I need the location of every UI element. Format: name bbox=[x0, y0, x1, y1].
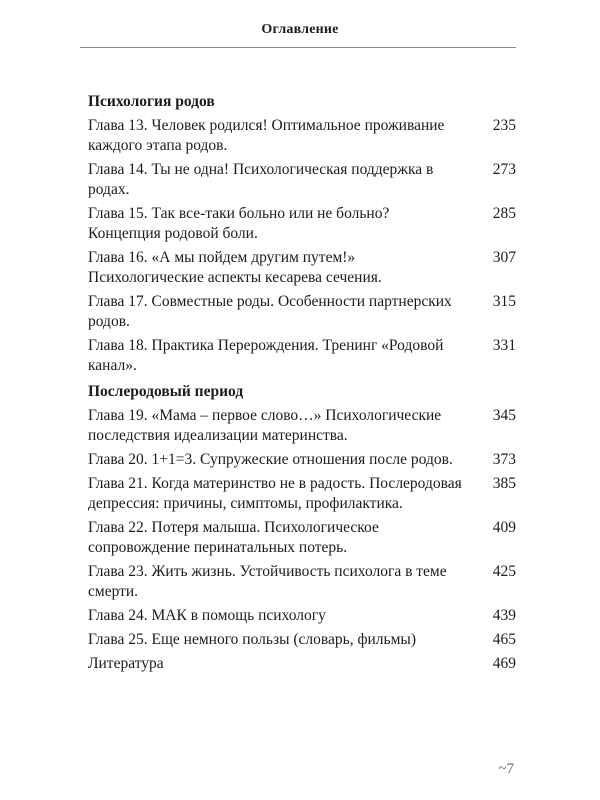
toc-entry bbox=[88, 204, 516, 244]
entry-title: Глава 19. «Мама – первое слово…» Психологические последствия идеализации материнства. bbox=[88, 407, 442, 444]
entry-title: Глава 13. Человек родился! Оптимальное проживание каждого этапа родов. bbox=[88, 117, 445, 154]
toc-entry bbox=[88, 474, 516, 514]
entry-page-number: 315 bbox=[492, 293, 516, 310]
toc-entry bbox=[88, 406, 516, 446]
entry-title: Глава 14. Ты не одна! Психологическая поддержка в родах. bbox=[88, 161, 434, 198]
table-of-contents bbox=[88, 92, 516, 678]
entry-page-number: 285 bbox=[492, 205, 516, 222]
page-number-folio: ~7 bbox=[498, 761, 514, 777]
entry-title: Глава 20. 1+1=3. Супружеские отношения после родов. bbox=[88, 451, 453, 468]
toc-entry bbox=[88, 562, 516, 602]
toc-entry bbox=[88, 606, 516, 626]
entry-page-number: 465 bbox=[492, 631, 516, 648]
entry-title: Глава 18. Практика Перерождения. Тренинг «Родовой канал». bbox=[88, 337, 444, 374]
toc-entry bbox=[88, 160, 516, 200]
entry-page-number: 409 bbox=[492, 519, 516, 536]
toc-entry bbox=[88, 518, 516, 558]
toc-entry bbox=[88, 292, 516, 332]
entry-page-number: 235 bbox=[492, 117, 516, 134]
entry-page-number: 373 bbox=[492, 451, 516, 468]
entry-title: Глава 22. Потеря малыша. Психологическое сопровождение перинатальных потерь. bbox=[88, 519, 379, 556]
entry-title: Глава 16. «А мы пойдем другим путем!» Психологические аспекты кесарева сечения. bbox=[88, 249, 382, 286]
entry-title: Глава 15. Так все-таки больно или не больно? Концепция родовой боли. bbox=[88, 205, 390, 242]
entry-title: Глава 24. МАК в помощь психологу bbox=[88, 607, 326, 624]
entry-page-number: 439 bbox=[492, 607, 516, 624]
entry-title: Литература bbox=[88, 655, 164, 672]
header-rule bbox=[80, 47, 516, 48]
entry-page-number: 425 bbox=[492, 563, 516, 580]
toc-entry bbox=[88, 450, 516, 470]
entry-title: Глава 23. Жить жизнь. Устойчивость психолога в теме смерти. bbox=[88, 563, 447, 600]
entry-page-number: 345 bbox=[492, 407, 516, 424]
entry-page-number: 331 bbox=[492, 337, 516, 354]
toc-entry bbox=[88, 248, 516, 288]
entry-title: Глава 21. Когда материнство не в радость. Послеродовая депрессия: причины, симптомы, профилактика. bbox=[88, 475, 462, 512]
entry-title: Глава 25. Еще немного пользы (словарь, фильмы) bbox=[88, 631, 416, 648]
running-head-title: Оглавление bbox=[261, 22, 339, 37]
entry-title: Глава 17. Совместные роды. Особенности партнерских родов. bbox=[88, 293, 452, 330]
section-title: Послеродовый период bbox=[88, 383, 244, 400]
toc-entry bbox=[88, 630, 516, 650]
toc-entry bbox=[88, 336, 516, 376]
toc-entry bbox=[88, 116, 516, 156]
entry-page-number: 385 bbox=[492, 475, 516, 492]
section-title: Психология родов bbox=[88, 93, 215, 110]
entry-page-number: 469 bbox=[492, 655, 516, 672]
entry-page-number: 307 bbox=[492, 249, 516, 266]
toc-entry bbox=[88, 654, 516, 674]
entry-page-number: 273 bbox=[492, 161, 516, 178]
